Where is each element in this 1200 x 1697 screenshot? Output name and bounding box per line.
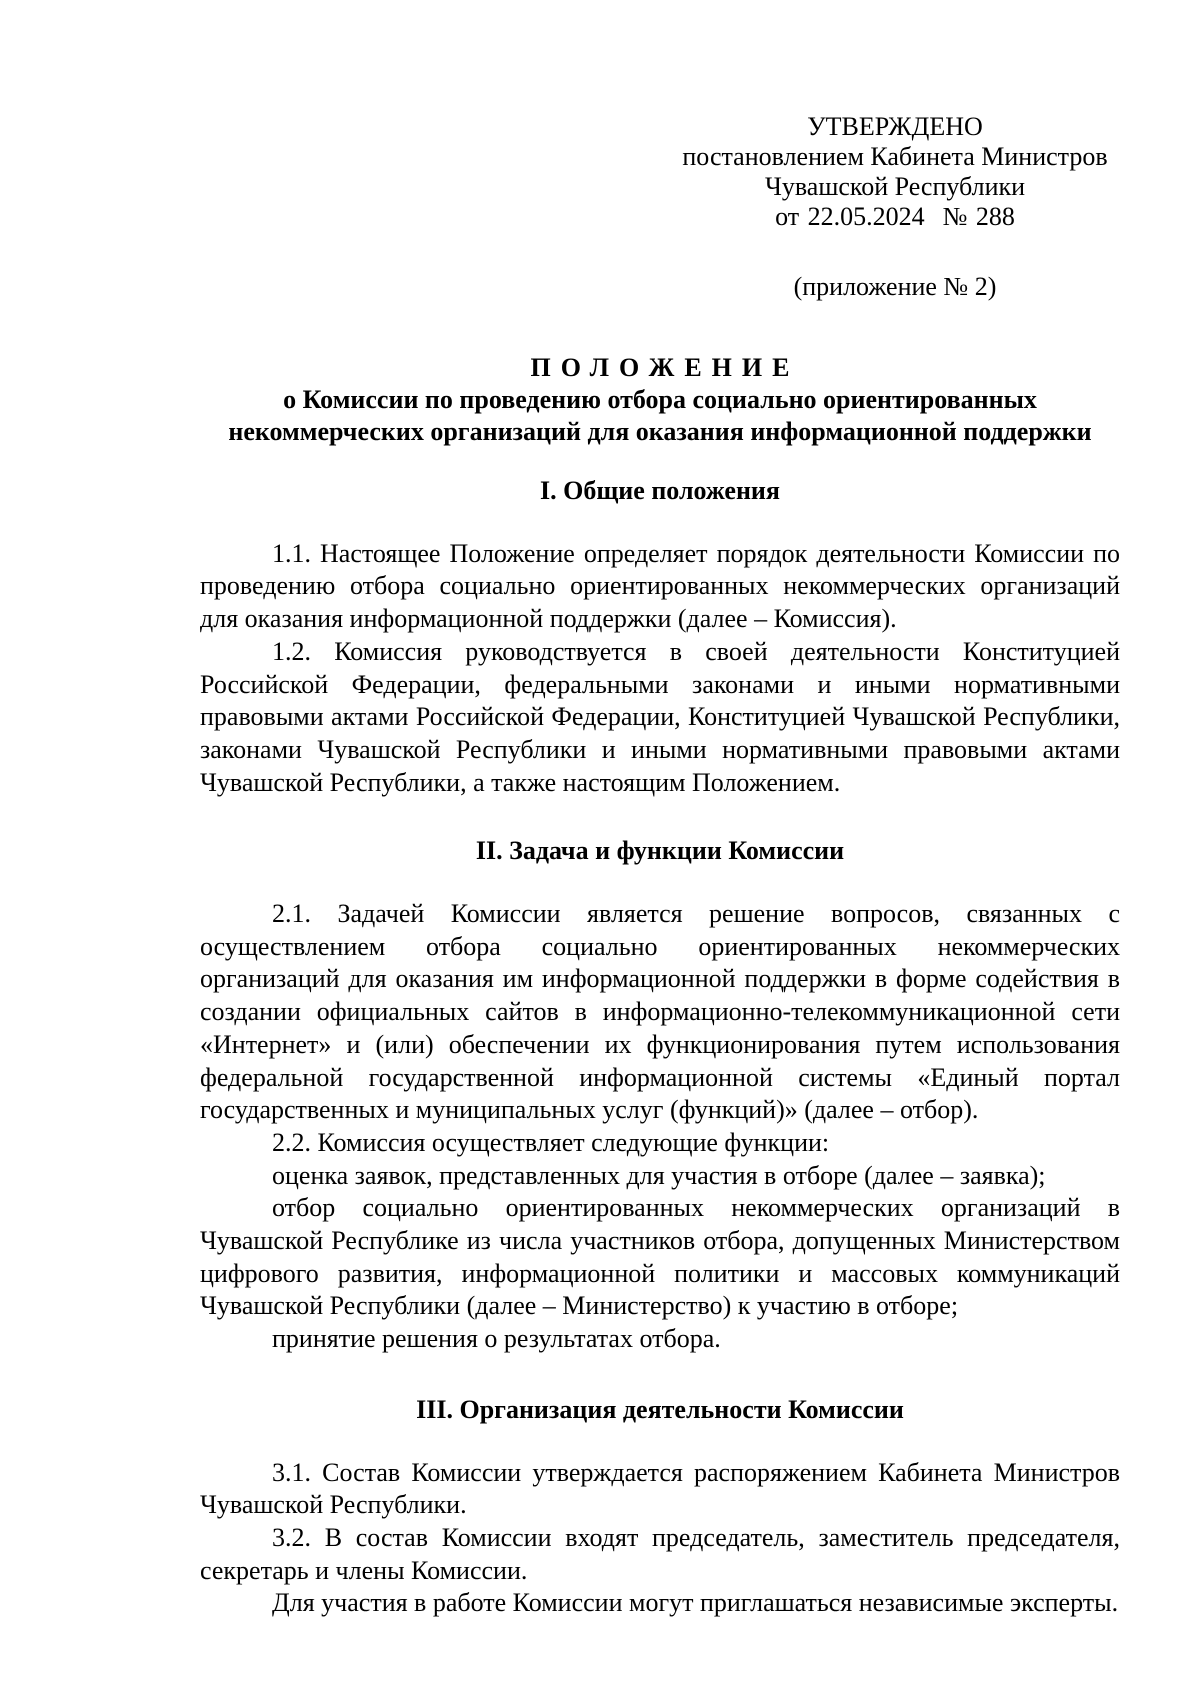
appendix-label: (приложение № 2) xyxy=(793,272,997,301)
paragraph-1-1: 1.1. Настоящее Положение определяет порядок деятельности Комиссии по проведению отбора социально ориентированных некоммерческих организаций для оказания информационной поддержки (далее – Комиссия). xyxy=(200,538,1120,634)
paragraph-1-2: 1.2. Комиссия руководствуется в своей деятельности Конституцией Российской Федерации, федеральными законами и иными нормативными правовыми актами Российской Федерации, Конституцией Чувашской Республики, законами Чувашской Республики и иными нормативными правовыми актами Чувашской Республики, а также настоящим Положением. xyxy=(200,636,1120,797)
paragraph-3-2: 3.2. В состав Комиссии входят председатель, заместитель председателя, секретарь и члены Комиссии. xyxy=(200,1522,1120,1585)
approval-resolution: постановлением Кабинета Министров xyxy=(682,142,1108,171)
section-title-tasks: II. Задача и функции Комиссии xyxy=(475,836,845,866)
document-title xyxy=(140,352,1180,448)
document-subtitle-line-1: о Комиссии по проведению отбора социально ориентированных xyxy=(283,385,1037,414)
document-body xyxy=(200,475,1120,1620)
paragraph-2-1: 2.1. Задачей Комиссии является решение вопросов, связанных с осуществлением отбора социально ориентированных некоммерческих организаций для оказания им информационной поддержки в форме содействия в создании официальных сайтов в информационно-телекоммуникационной сети «Интернет» и (или) обеспечении их функционирования путем использования федеральной государственной информационной системы «Единый портал государственных и муниципальных услуг (функций)» (далее – отбор). xyxy=(200,899,1120,1125)
function-item: принятие решения о результатах отбора. xyxy=(272,1324,721,1354)
document-subtitle-line-2: некоммерческих организаций для оказания информационной поддержки xyxy=(228,417,1092,446)
approval-date: от 22.05.2024 xyxy=(775,202,925,231)
paragraph-3-2-experts: Для участия в работе Комиссии могут приглашаться независимые эксперты. xyxy=(272,1588,1119,1618)
approval-republic: Чувашской Республики xyxy=(764,172,1026,201)
paragraph-3-1: 3.1. Состав Комиссии утверждается распоряжением Кабинета Министров Чувашской Республики. xyxy=(200,1457,1120,1520)
approval-date-line xyxy=(660,202,1130,232)
section-title-organization: III. Организация деятельности Комиссии xyxy=(416,1394,904,1424)
approval-label: УТВЕРЖДЕНО xyxy=(807,112,983,141)
function-item: оценка заявок, представленных для участия в отборе (далее – заявка); xyxy=(272,1160,1046,1190)
approval-stamp xyxy=(660,112,1130,302)
approval-number: № 288 xyxy=(942,202,1015,231)
document-heading: ПОЛОЖЕНИЕ xyxy=(530,353,800,382)
section-title-general: I. Общие положения xyxy=(540,476,780,505)
function-item: отбор социально ориентированных некоммерческих организаций в Чувашской Республике из числа участников отбора, допущенных Министерством цифрового развития, информационной политики и массовых коммуникаций Чувашской Республики (далее – Министерство) к участию в отборе; xyxy=(200,1193,1120,1321)
paragraph-2-2: 2.2. Комиссия осуществляет следующие функции: xyxy=(272,1127,830,1157)
